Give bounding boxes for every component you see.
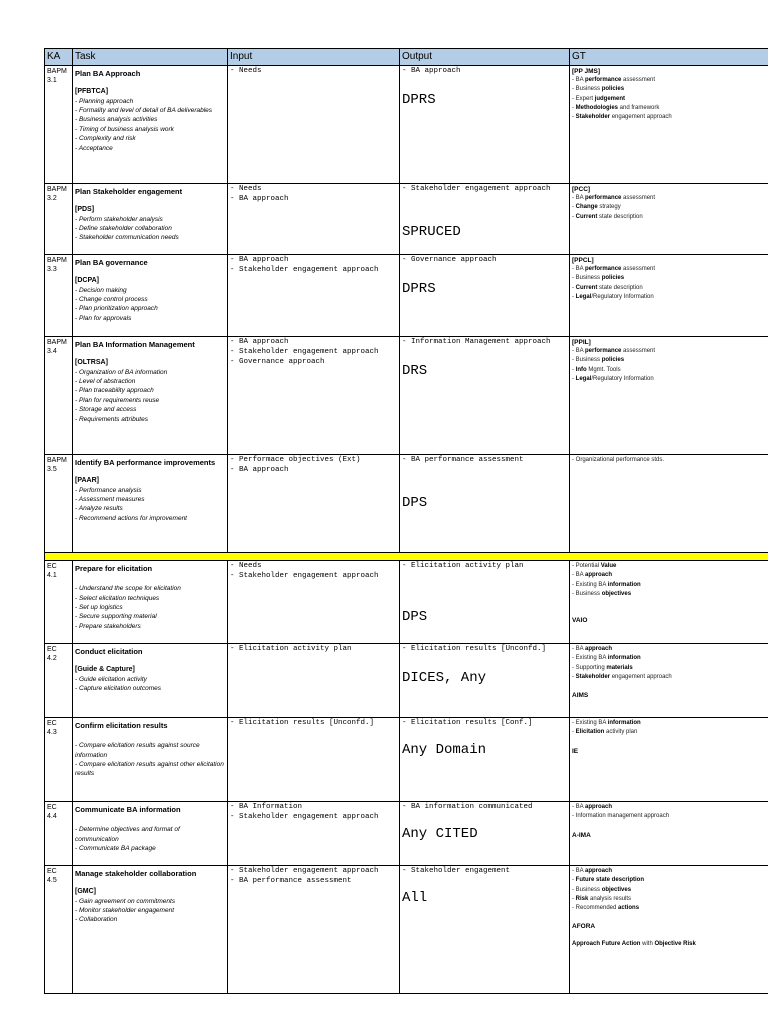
output-acronym: All — [402, 889, 428, 906]
input-cell — [228, 802, 400, 866]
ka-label: 4.2 — [47, 655, 57, 663]
gt-item: - Info Mgmt. Tools — [572, 366, 621, 373]
task-code: [PFBTCA] — [75, 88, 109, 96]
task-title: Manage stakeholder collaboration — [75, 869, 197, 878]
gt-item: - Current state description — [572, 284, 643, 291]
gt-cell — [570, 561, 768, 644]
task-title: Plan Stakeholder engagement — [75, 187, 183, 196]
ka-cell — [45, 802, 73, 866]
task-cell — [73, 644, 228, 718]
task-line: - Recommend actions for improvement — [75, 514, 187, 522]
task-line: - Guide elicitation activity — [75, 675, 147, 683]
gt-item: - Expert judgement — [572, 95, 626, 102]
task-cell — [73, 337, 228, 455]
gt-item: - Potential Value — [572, 563, 617, 569]
gt-cell — [570, 718, 768, 802]
task-title: Plan BA governance — [75, 258, 148, 267]
output-item: - BA approach — [402, 67, 461, 75]
gt-item: - Current state description — [572, 213, 643, 220]
ka-label: EC — [47, 563, 57, 570]
gt-item: - Existing BA information — [572, 720, 641, 726]
section-separator — [45, 553, 768, 561]
output-cell — [400, 337, 570, 455]
gt-item: - Future state description — [572, 877, 645, 884]
task-title: Prepare for elicitation — [75, 564, 153, 573]
gt-cell — [570, 866, 768, 994]
task-title: Plan BA Approach — [75, 69, 141, 78]
task-line: - Prepare stakeholders — [75, 622, 141, 630]
gt-item: - Business policies — [572, 357, 625, 364]
task-line: - Level of abstraction — [75, 377, 136, 385]
input-item: - BA performance assessment — [230, 876, 352, 885]
task-line: - Secure supporting material — [75, 613, 157, 621]
input-cell — [228, 866, 400, 994]
ka-label: 3.4 — [47, 348, 57, 356]
task-line: - Change control process — [75, 295, 148, 303]
output-item: - Elicitation results [Unconfd.] — [402, 645, 547, 653]
ka-label: EC — [47, 804, 57, 811]
input-cell — [228, 644, 400, 718]
ka-cell — [45, 866, 73, 994]
task-line: - Plan prioritization approach — [75, 305, 158, 313]
ka-cell — [45, 337, 73, 455]
gt-item: - Legal/Regulatory Information — [572, 375, 654, 382]
gt-code: [PP JMS] — [572, 68, 601, 75]
task-title: Communicate BA information — [75, 805, 181, 814]
task-line: - Communicate BA package — [75, 844, 156, 852]
task-cell — [73, 561, 228, 644]
gt-mnemonic: AFORA — [572, 923, 596, 931]
ka-label: 3.2 — [47, 195, 57, 203]
task-line: - Select elicitation techniques — [75, 594, 160, 602]
task-line: - Assessment measures — [75, 495, 145, 503]
table-row — [45, 455, 768, 553]
task-line: - Plan traceability approach — [75, 387, 154, 395]
input-item: - Stakeholder engagement approach — [230, 812, 379, 821]
gt-item: - BA performance assessment — [572, 348, 656, 355]
task-line: - Collaboration — [75, 916, 118, 924]
gt-item: - Information management approach — [572, 813, 670, 820]
gt-item: - Business objectives — [572, 886, 632, 893]
gt-item: - Change strategy — [572, 204, 621, 211]
gt-item: - Stakeholder engagement approach — [572, 114, 672, 121]
ka-label: BAPM — [47, 186, 67, 193]
gt-cell — [570, 802, 768, 866]
gt-item: - BA approach — [572, 868, 613, 874]
task-line: - Plan for approvals — [75, 314, 132, 322]
gt-code: [PPIL] — [572, 339, 591, 346]
task-line: - Understand the scope for elicitation — [75, 585, 181, 593]
gt-item: - Risk analysis results — [572, 895, 632, 902]
input-item: - Elicitation results [Unconfd.] — [230, 719, 375, 727]
ka-label: EC — [47, 868, 57, 875]
gt-cell — [570, 644, 768, 718]
ka-label: 3.5 — [47, 466, 57, 474]
gt-mnemonic: IE — [572, 747, 579, 755]
table-row — [45, 561, 768, 644]
task-line: - Compare elicitation results against other elicitation results — [75, 760, 224, 778]
gt-cell — [570, 184, 768, 255]
task-spacer — [75, 576, 225, 584]
output-acronym: DPS — [402, 608, 428, 625]
output-cell — [400, 802, 570, 866]
gt-item: - Recommended actions — [572, 905, 640, 912]
task-line: - Requirements attributes — [75, 415, 148, 423]
input-item: - Needs — [230, 67, 262, 75]
task-line: - Perform stakeholder analysis — [75, 215, 163, 223]
task-cell — [73, 455, 228, 553]
gt-item: - Business objectives — [572, 590, 632, 597]
ka-label: 3.3 — [47, 266, 57, 274]
input-item: - BA Information — [230, 803, 303, 811]
ka-label: EC — [47, 720, 57, 727]
gt-item: - Business policies — [572, 275, 625, 282]
input-cell — [228, 561, 400, 644]
gt-mnemonic: VAIO — [572, 617, 588, 625]
gt-item: - BA performance assessment — [572, 266, 656, 273]
task-code: [GMC] — [75, 888, 96, 896]
ka-label: 4.3 — [47, 729, 57, 737]
ka-label: BAPM — [47, 257, 67, 264]
output-cell — [400, 184, 570, 255]
gt-cell — [570, 66, 768, 184]
input-cell — [228, 337, 400, 455]
output-cell — [400, 66, 570, 184]
output-cell — [400, 718, 570, 802]
input-item: - Performace objectives (Ext) — [230, 456, 361, 464]
task-code: [OLTRSA] — [75, 359, 108, 367]
gt-item: - Existing BA information — [572, 581, 641, 588]
ka-cell — [45, 718, 73, 802]
task-line: - Organization of BA information — [75, 368, 168, 376]
table-row — [45, 644, 768, 718]
gt-item: - BA approach — [572, 572, 613, 579]
task-line: - Planning approach — [75, 97, 134, 105]
ka-label: BAPM — [47, 68, 67, 75]
gt-item: - Business policies — [572, 86, 625, 93]
task-line: - Storage and access — [75, 406, 137, 414]
task-line: - Acceptance — [75, 144, 113, 152]
output-acronym: Any CITED — [402, 825, 478, 842]
task-cell — [73, 255, 228, 337]
table-row — [45, 255, 768, 337]
output-acronym: DPS — [402, 494, 428, 511]
task-title: Plan BA Information Management — [75, 340, 195, 349]
gt-mnemonic-expansion: Approach Future Action with Objective Risk — [572, 941, 696, 948]
output-cell — [400, 644, 570, 718]
task-cell — [73, 802, 228, 866]
task-line: - Monitor stakeholder engagement — [75, 906, 175, 914]
input-item: - BA approach — [230, 338, 289, 346]
input-item: - BA approach — [230, 194, 289, 203]
input-item: - Needs — [230, 562, 262, 570]
header-ka: KA — [45, 49, 73, 66]
gt-item: - Stakeholder engagement approach — [572, 673, 672, 680]
gt-item: - Legal/Regulatory Information — [572, 293, 654, 300]
task-spacer — [75, 817, 225, 825]
task-title: Identify BA performance improvements — [75, 458, 216, 467]
header-task: Task — [73, 49, 228, 66]
gt-mnemonic: A-IMA — [572, 831, 591, 839]
output-acronym: SPRUCED — [402, 223, 461, 240]
ka-task-table — [44, 48, 768, 994]
ka-label: EC — [47, 646, 57, 653]
output-acronym: DICES, Any — [402, 669, 487, 686]
output-item: - Elicitation activity plan — [402, 562, 524, 570]
header-gt: GT — [570, 49, 768, 66]
task-title: Conduct elicitation — [75, 647, 143, 656]
output-item: - BA information communicated — [402, 803, 533, 811]
input-item: - Stakeholder engagement approach — [230, 265, 379, 274]
output-cell — [400, 561, 570, 644]
gt-item: - Organizational performance stds. — [572, 457, 665, 463]
task-line: - Performance analysis — [75, 486, 142, 494]
input-item: - BA approach — [230, 465, 289, 474]
task-line: - Decision making — [75, 286, 127, 294]
task-line: - Determine objectives and format of communication — [75, 826, 180, 843]
input-cell — [228, 455, 400, 553]
table-row — [45, 866, 768, 994]
output-acronym: DRS — [402, 362, 428, 379]
output-item: - Stakeholder engagement approach — [402, 185, 551, 193]
task-code: [Guide & Capture] — [75, 666, 135, 674]
output-cell — [400, 455, 570, 553]
input-cell — [228, 718, 400, 802]
gt-cell — [570, 455, 768, 553]
input-item: - Stakeholder engagement approach — [230, 571, 379, 580]
task-line: - Business analysis activities — [75, 116, 158, 124]
output-acronym: DPRS — [402, 91, 436, 108]
table-row — [45, 337, 768, 455]
ka-label: 4.5 — [47, 877, 57, 885]
input-item: - Stakeholder engagement approach — [230, 347, 379, 356]
input-item: - BA approach — [230, 256, 289, 264]
ka-cell — [45, 66, 73, 184]
gt-code: [PCC] — [572, 186, 591, 193]
ka-label: BAPM — [47, 339, 67, 346]
output-acronym: DPRS — [402, 280, 436, 297]
table-row — [45, 802, 768, 866]
output-item: - BA performance assessment — [402, 456, 524, 464]
output-acronym: Any Domain — [402, 741, 487, 758]
output-item: - Information Management approach — [402, 338, 551, 346]
input-item: - Elicitation activity plan — [230, 645, 352, 653]
task-code: [PAAR] — [75, 477, 99, 485]
input-item: - Stakeholder engagement approach — [230, 867, 379, 875]
task-line: - Capture elicitation outcomes — [75, 684, 161, 692]
output-item: - Elicitation results [Conf.] — [402, 719, 533, 727]
header-input: Input — [228, 49, 400, 66]
task-spacer — [75, 733, 225, 741]
separator-bar — [45, 553, 768, 561]
ka-cell — [45, 455, 73, 553]
gt-item: - Methodologies and framework — [572, 104, 660, 111]
task-code: [PDS] — [75, 206, 95, 214]
output-item: - Governance approach — [402, 256, 497, 264]
gt-code: [PPCL] — [572, 257, 594, 264]
gt-cell — [570, 337, 768, 455]
task-code: [DCPA] — [75, 277, 99, 285]
task-line: - Compare elicitation results against source information — [75, 742, 200, 759]
task-cell — [73, 718, 228, 802]
task-line: - Set up logistics — [75, 603, 123, 611]
input-item: - Governance approach — [230, 357, 325, 366]
task-cell — [73, 184, 228, 255]
ka-cell — [45, 255, 73, 337]
gt-item: - Supporting materials — [572, 664, 633, 671]
table-row — [45, 66, 768, 184]
ka-cell — [45, 561, 73, 644]
task-title: Confirm elicitation results — [75, 721, 168, 730]
task-line: - Gain agreement on commitments — [75, 897, 176, 905]
input-cell — [228, 66, 400, 184]
gt-item: - Existing BA information — [572, 655, 641, 662]
input-cell — [228, 184, 400, 255]
gt-item: - BA approach — [572, 804, 613, 810]
ka-cell — [45, 184, 73, 255]
gt-item: - BA approach — [572, 646, 613, 652]
task-line: - Stakeholder communication needs — [75, 234, 179, 242]
task-cell — [73, 66, 228, 184]
table-row — [45, 718, 768, 802]
task-line: - Plan for requirements reuse — [75, 396, 160, 404]
task-line: - Complexity and risk — [75, 135, 136, 143]
gt-item: - Elicitation activity plan — [572, 729, 638, 736]
gt-item: - BA performance assessment — [572, 195, 656, 202]
task-cell — [73, 866, 228, 994]
ka-label: BAPM — [47, 457, 67, 464]
ka-label: 3.1 — [47, 77, 57, 85]
task-line: - Timing of business analysis work — [75, 125, 174, 133]
input-cell — [228, 255, 400, 337]
gt-mnemonic: AIMS — [572, 692, 589, 700]
ka-cell — [45, 644, 73, 718]
table-row — [45, 184, 768, 255]
task-line: - Analyze results — [75, 505, 123, 513]
output-cell — [400, 866, 570, 994]
task-line: - Formality and level of detail of BA deliverables — [75, 106, 213, 114]
ka-label: 4.1 — [47, 572, 57, 580]
task-line: - Define stakeholder collaboration — [75, 224, 172, 232]
ka-label: 4.4 — [47, 813, 57, 821]
gt-item: - BA performance assessment — [572, 77, 656, 84]
output-item: - Stakeholder engagement — [402, 867, 511, 875]
header-output: Output — [400, 49, 570, 66]
input-item: - Needs — [230, 185, 262, 193]
gt-cell — [570, 255, 768, 337]
header-row — [45, 49, 768, 66]
output-cell — [400, 255, 570, 337]
